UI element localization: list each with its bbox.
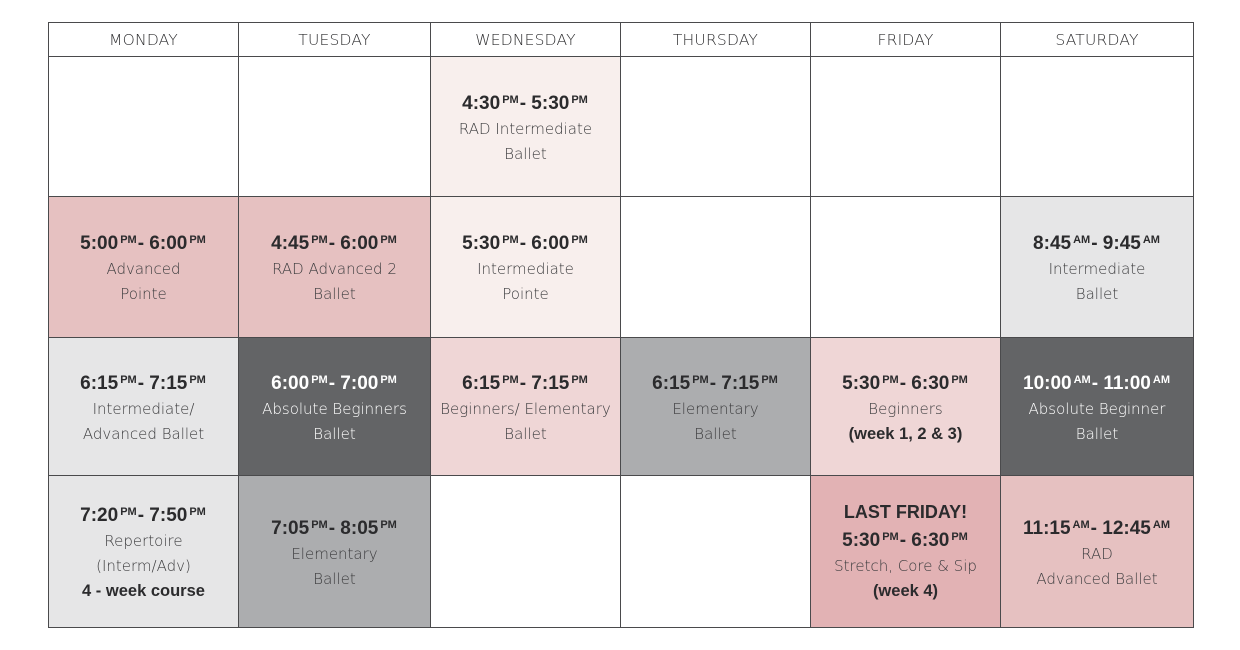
class-name-line: RAD Intermediate (458, 119, 593, 138)
class-time: 7:05 $^{PM}$- 8:05 $^{PM}$ (271, 517, 397, 539)
class-slot (239, 476, 431, 628)
empty-slot (431, 476, 621, 628)
class-note: 4 - week course (82, 582, 205, 601)
class-time: 5:30 $^{PM}$- 6:00 $^{PM}$ (462, 233, 588, 255)
empty-slot (1001, 57, 1194, 197)
empty-slot (811, 57, 1001, 197)
class-slot (49, 197, 239, 337)
empty-slot (239, 57, 431, 197)
class-name-line: Ballet (504, 144, 547, 163)
class-name-line: Elementary (291, 544, 378, 563)
empty-slot (621, 57, 811, 197)
class-slot (239, 337, 431, 475)
class-slot (811, 476, 1001, 628)
class-heading: LAST FRIDAY! (843, 501, 968, 522)
class-name-line: Absolute Beginner (1028, 399, 1166, 418)
class-name-line: Pointe (502, 285, 549, 304)
class-name-line: Absolute Beginners (262, 399, 407, 418)
class-note: (week 1, 2 & 3) (848, 424, 963, 443)
class-name-line: Intermediate/ (92, 399, 195, 418)
class-time: 11:15 $^{AM}$- 12:45 $^{AM}$ (1023, 517, 1170, 539)
class-name-line: Advanced (106, 260, 181, 279)
class-time: 8:45 $^{AM}$- 9:45 $^{AM}$ (1033, 233, 1160, 255)
class-name-line: Repertoire (104, 532, 183, 551)
day-header-friday: FRIDAY (811, 23, 1001, 57)
class-slot (49, 337, 239, 475)
class-slot (1001, 197, 1194, 337)
class-time: 6:15 $^{PM}$- 7:15 $^{PM}$ (652, 372, 778, 394)
class-name-line: Intermediate (1048, 260, 1146, 279)
day-header-row (49, 23, 1194, 57)
class-name-line: Beginners (868, 399, 943, 418)
empty-slot (811, 197, 1001, 337)
class-name-line: Advanced Ballet (82, 424, 205, 443)
timetable-row (49, 476, 1194, 628)
class-name-line: Advanced Ballet (1036, 569, 1158, 588)
class-name-line: Ballet (694, 424, 737, 443)
empty-slot (621, 476, 811, 628)
class-time: 5:30 $^{PM}$- 6:30 $^{PM}$ (842, 529, 968, 551)
class-slot (811, 337, 1001, 475)
day-header-wednesday: WEDNESDAY (431, 23, 621, 57)
class-name-line: Intermediate (477, 260, 574, 279)
empty-slot (49, 57, 239, 197)
class-time: 5:00 $^{PM}$- 6:00 $^{PM}$ (80, 233, 206, 255)
class-name-line: Ballet (313, 285, 356, 304)
class-slot (1001, 476, 1194, 628)
class-name-line: (Interm/Adv) (96, 557, 191, 576)
class-time: 6:00 $^{PM}$- 7:00 $^{PM}$ (271, 372, 397, 394)
class-slot (621, 337, 811, 475)
class-slot (431, 57, 621, 197)
class-name-line: RAD (1081, 544, 1113, 563)
day-header-tuesday: TUESDAY (239, 23, 431, 57)
class-slot (1001, 337, 1194, 475)
timetable-row (49, 337, 1194, 475)
class-name-line: Elementary (672, 399, 759, 418)
class-name-line: Stretch, Core & Sip (834, 556, 977, 575)
class-name-line: Ballet (313, 424, 356, 443)
class-name-line: Ballet (504, 424, 547, 443)
class-name-line: Ballet (1075, 424, 1119, 443)
class-name-line: Beginners/ Elementary (440, 399, 611, 418)
timetable-row (49, 197, 1194, 337)
class-slot (431, 337, 621, 475)
class-time: 4:30 $^{PM}$- 5:30 $^{PM}$ (462, 92, 588, 114)
class-time: 7:20 $^{PM}$- 7:50 $^{PM}$ (80, 505, 206, 527)
empty-slot (621, 197, 811, 337)
class-time: 4:45 $^{PM}$- 6:00 $^{PM}$ (271, 233, 397, 255)
class-slot (49, 476, 239, 628)
timetable-row (49, 57, 1194, 197)
class-time: 6:15 $^{PM}$- 7:15 $^{PM}$ (80, 372, 206, 394)
class-time: 5:30 $^{PM}$- 6:30 $^{PM}$ (842, 372, 968, 394)
class-name-line: Pointe (120, 285, 167, 304)
class-name-line: Ballet (313, 569, 356, 588)
class-slot (431, 197, 621, 337)
class-slot (239, 197, 431, 337)
class-note: (week 4) (872, 581, 939, 600)
class-time: 10:00 $^{AM}$- 11:00 $^{AM}$ (1023, 372, 1170, 394)
class-timetable (48, 22, 1194, 628)
day-header-thursday: THURSDAY (621, 23, 811, 57)
day-header-monday: MONDAY (49, 23, 239, 57)
day-header-saturday: SATURDAY (1001, 23, 1194, 57)
class-time: 6:15 $^{PM}$- 7:15 $^{PM}$ (462, 372, 588, 394)
class-name-line: RAD Advanced 2 (272, 260, 397, 279)
class-name-line: Ballet (1075, 285, 1119, 304)
